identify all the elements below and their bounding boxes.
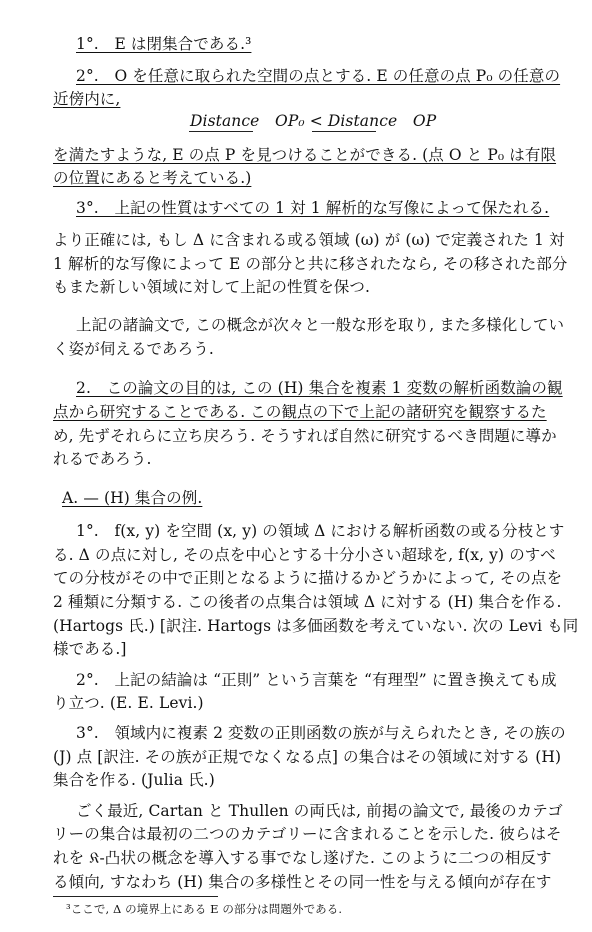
condition-3-detail-1: より正確には, もし Δ に含まれる或る領域 (ω) が (ω) で定義された 1 対 — [53, 231, 565, 249]
recent-paragraph-line-3: れを 𝔎-凸状の概念を導入する事でなし遂げた. このように二つの相反す — [53, 849, 552, 867]
example-1-line-1: 1°. f(x, y) を空間 (x, y) の領域 Δ における解析函数の或る分枝とす — [76, 522, 565, 540]
condition-3-detail-2: 1 解析的な写像によって E の部分と共に移されたなら, その移された部分 — [53, 255, 568, 273]
section-2-line-1: 2. この論文の目的は, この (H) 集合を複素 1 変数の解析函数論の観 — [76, 379, 563, 397]
example-2-line-1: 2°. 上記の結論は “正則” という言葉を “有理型” に置き換えても成 — [76, 671, 557, 689]
condition-1: 1°. E は閉集合である.³ — [76, 35, 252, 53]
paragraph-concept-1: 上記の諸論文で, この概念が次々と一般な形を取り, また多様化してい — [76, 316, 565, 334]
example-1-line-3: ての分枝がその中で正則となるように描けるかどうかによって, その点を — [53, 569, 563, 587]
example-2-line-2: り立つ. (E. E. Levi.) — [53, 694, 204, 712]
condition-2-line-4: の位置にあると考えている.) — [53, 169, 252, 187]
section-2-line-4: れるであろう. — [53, 450, 152, 468]
heading-examples: A. — (H) 集合の例. — [62, 489, 203, 507]
footnote-3: ³ここで, Δ の境界上にある E の部分は問題外である. — [66, 902, 343, 916]
example-3-line-1: 3°. 領域内に複素 2 変数の正則函数の族が与えられたとき, その族の — [76, 724, 566, 742]
condition-2-line-1: 2°. O を任意に取られた空間の点とする. E の任意の点 P₀ の任意の — [76, 67, 561, 85]
condition-2-line-2: 近傍内に, — [53, 90, 121, 108]
condition-3-detail-3: もまた新しい領域に対して上記の性質を保つ. — [53, 278, 371, 296]
recent-paragraph-line-1: ごく最近, Cartan と Thullen の両氏は, 前掲の論文で, 最後のカテゴ — [76, 802, 563, 820]
recent-paragraph-line-2: リーの集合は最初の二つのカテゴリーに含まれることを示した. 彼らはそ — [53, 825, 562, 843]
example-1-line-4: 2 種類に分類する. この後者の点集合は領域 Δ に対する (H) 集合を作る. — [53, 593, 562, 611]
recent-paragraph-line-4: る傾向, すなわち (H) 集合の多様性とその同一性を与える傾向が存在す — [53, 873, 552, 891]
example-1-line-6: 様である.] — [53, 640, 127, 658]
example-1-line-5: (Hartogs 氏.) [訳注. Hartogs は多価函数を考えていない. 次の Levi も同 — [53, 617, 579, 635]
condition-3: 3°. 上記の性質はすべての 1 対 1 解析的な写像によって保たれる. — [76, 199, 550, 217]
footnote-separator — [53, 896, 218, 897]
distance-inequality: Distance OP₀ < Distance OP — [190, 112, 437, 130]
condition-2-line-3: を満たすような, E の点 P を見つけることができる. (点 O と P₀ は有限 — [53, 146, 557, 164]
distance-underline-1 — [189, 131, 253, 132]
section-2-line-3: め, 先ずそれらに立ち戻ろう. そうすれば自然に研究するべき問題に導か — [53, 427, 557, 445]
example-3-line-2: (J) 点 [訳注. その族が正規でなくなる点] の集合はその領域に対する (H) — [53, 748, 562, 766]
distance-underline-2 — [312, 131, 376, 132]
paragraph-concept-2: く姿が伺えるであろう. — [53, 340, 214, 358]
example-1-line-2: る. Δ の点に対し, その点を中心とする十分小さい超球を, f(x, y) のすべ — [53, 546, 556, 564]
example-3-line-3: 集合を作る. (Julia 氏.) — [53, 771, 215, 789]
section-2-line-2: 点から研究することである. この観点の下で上記の諸研究を観察するた — [53, 403, 547, 421]
